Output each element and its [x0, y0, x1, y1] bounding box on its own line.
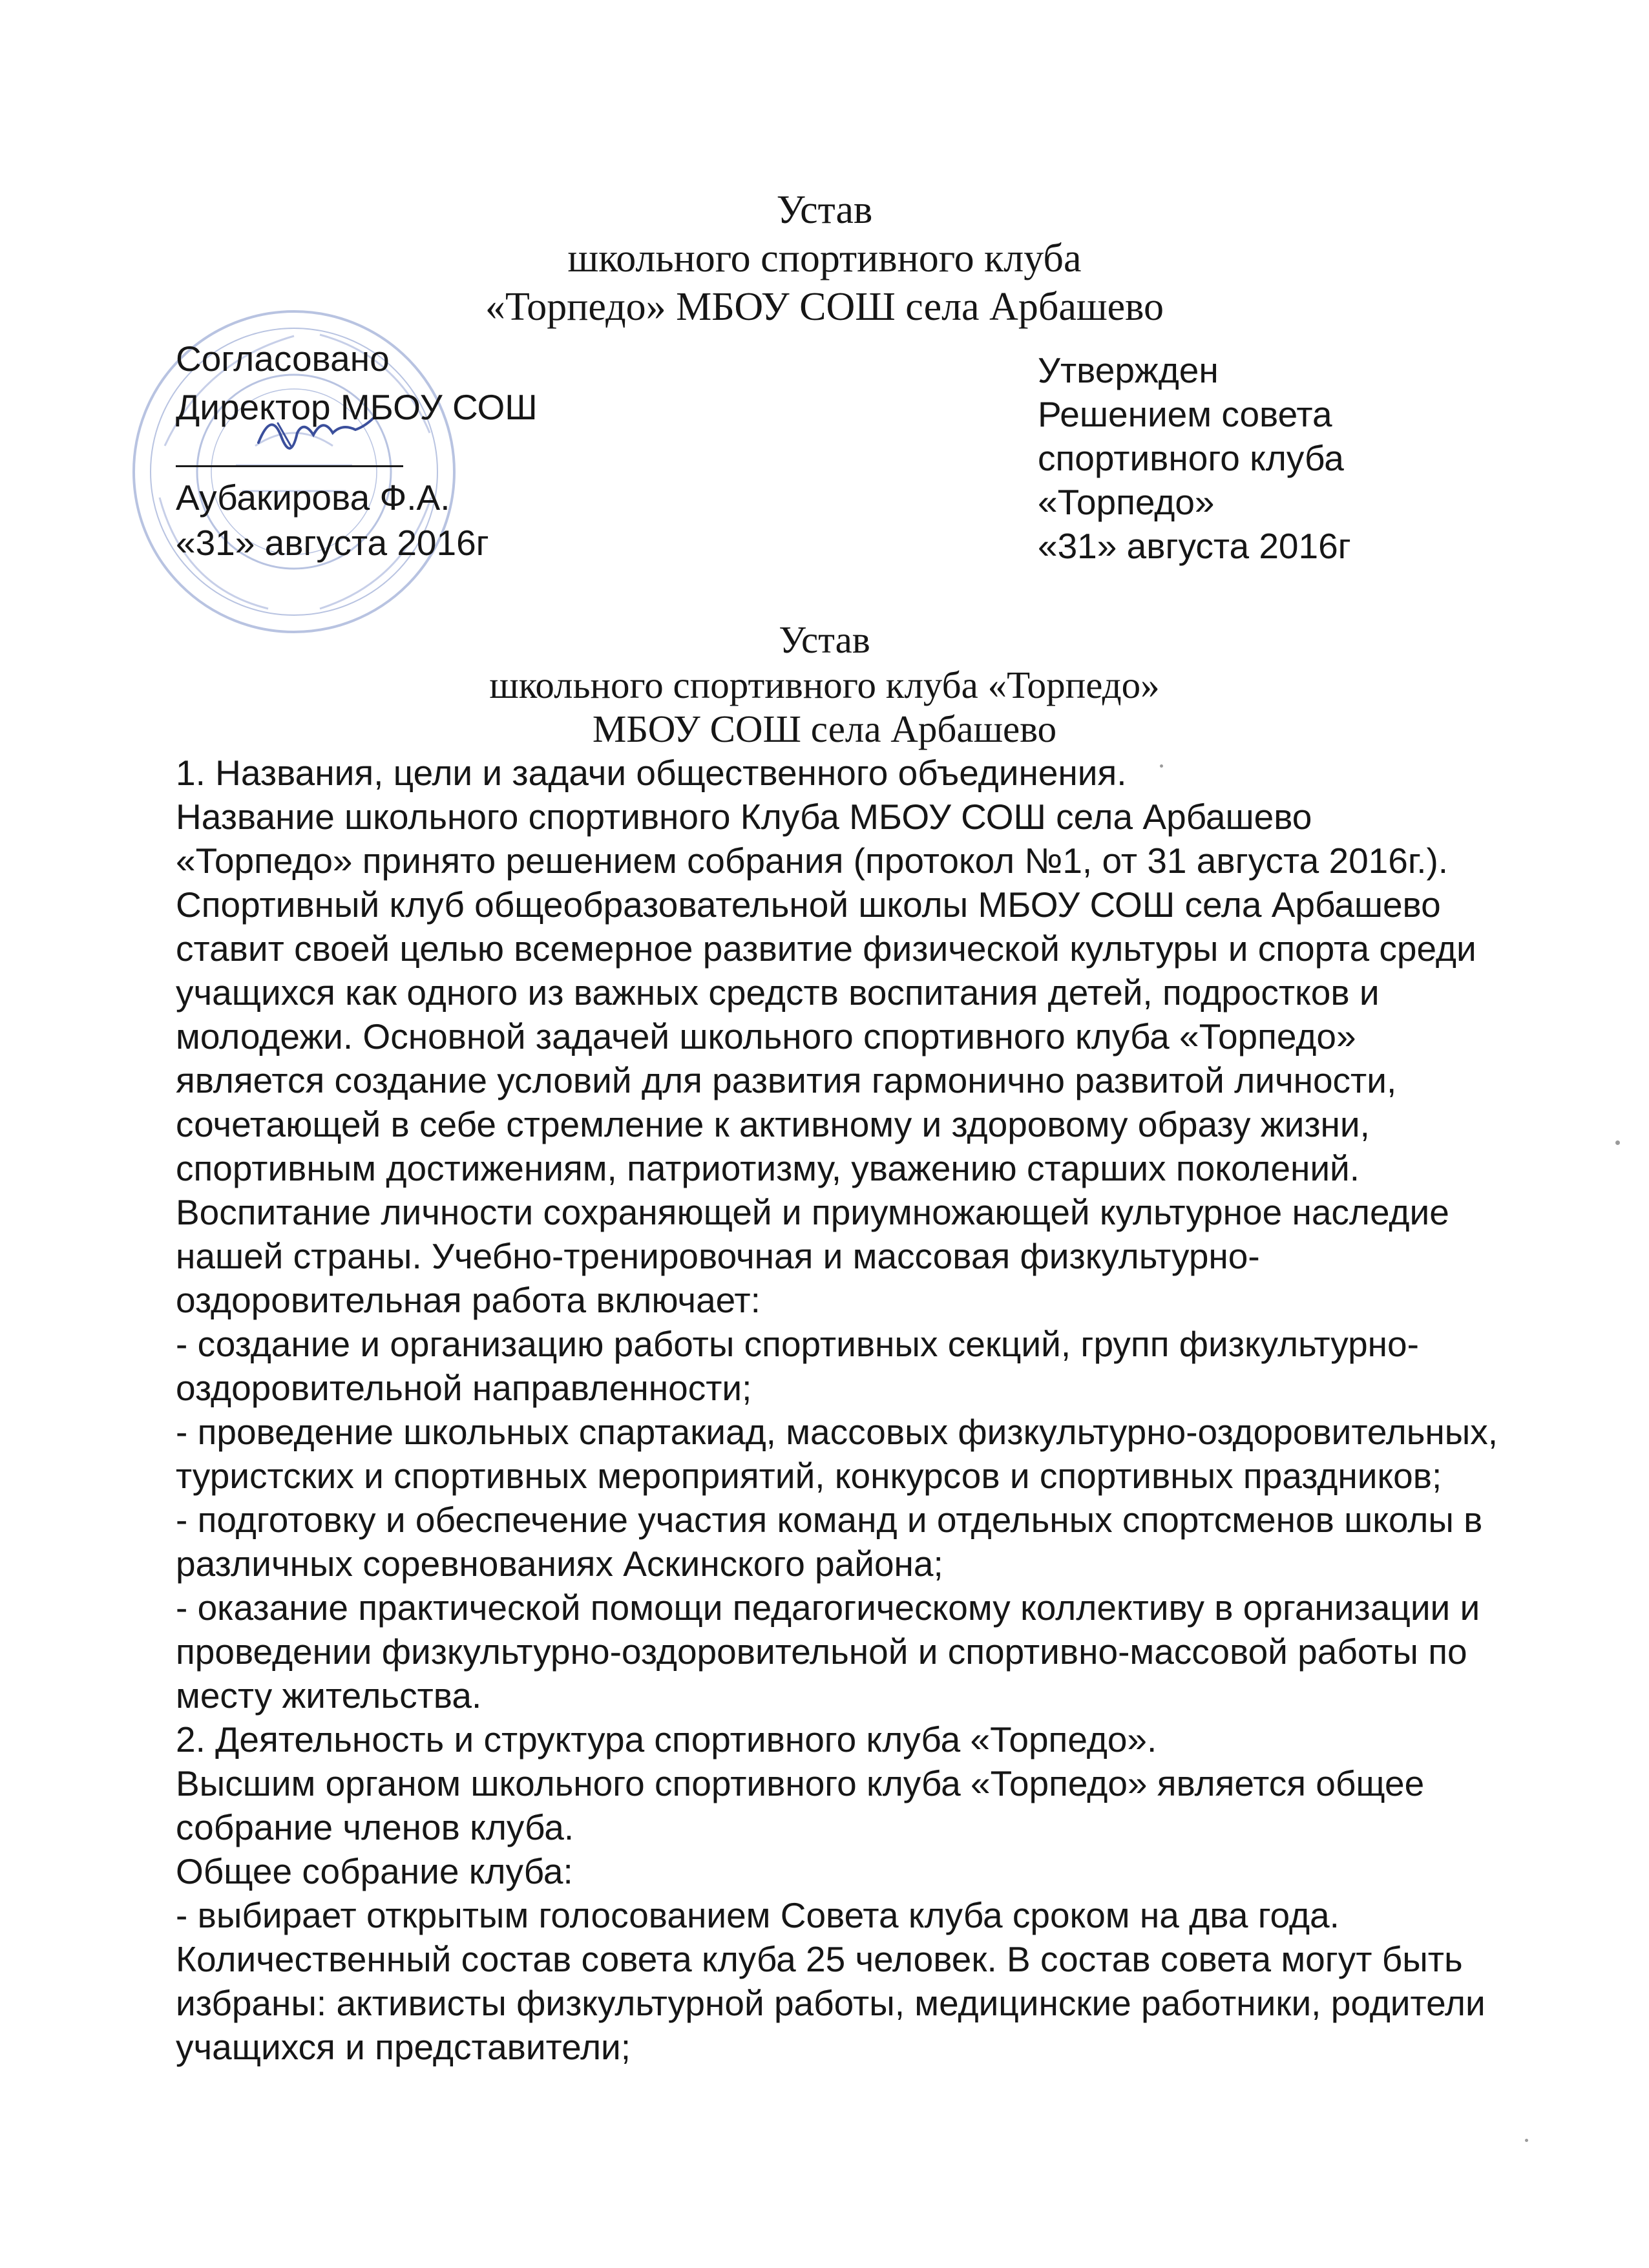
body-line: Общее собрание клуба: [176, 1851, 573, 1891]
body-line: спортивным достижениям, патриотизму, уважению старших поколений. [176, 1148, 1360, 1188]
body-line: собрание членов клуба. [176, 1807, 574, 1847]
body-line: молодежи. Основной задачей школьного спортивного клуба «Торпедо» [176, 1016, 1356, 1056]
subtitle-line-3: МБОУ СОШ села Арбашево [592, 708, 1057, 750]
scan-speck [1615, 1140, 1620, 1145]
subtitle-line-1: Устав [779, 618, 870, 661]
body-line: Воспитание личности сохраняющей и приумножающей культурное наследие [176, 1192, 1449, 1232]
list-item: - оказание практической помощи педагогическому коллективу в организации и [176, 1588, 1480, 1628]
body-line: Количественный состав совета клуба 25 человек. В состав совета могут быть [176, 1939, 1463, 1979]
section-1-heading: 1. Названия, цели и задачи общественного объединения. [176, 753, 1127, 793]
scan-speck [1525, 2139, 1528, 2142]
body-line: является создание условий для развития гармонично развитой личности, [176, 1060, 1397, 1100]
list-item: различных соревнованиях Аскинского района; [176, 1544, 943, 1584]
body-line: нашей страны. Учебно-тренировочная и массовая физкультурно- [176, 1236, 1260, 1276]
body-line: оздоровительная работа включает: [176, 1280, 761, 1320]
approval-right-approved: Утвержден [1038, 350, 1219, 390]
approval-left-name: Аубакирова Ф.А. [176, 478, 450, 518]
list-item: - подготовку и обеспечение участия команд и отдельных спортсменов школы в [176, 1500, 1483, 1540]
section-2-heading: 2. Деятельность и структура спортивного клуба «Торпедо». [176, 1719, 1157, 1759]
header-title-line-3: «Торпедо» МБОУ СОШ села Арбашево [485, 285, 1164, 329]
signature-line [176, 465, 403, 467]
body-line: Высшим органом школьного спортивного клуба «Торпедо» является общее [176, 1763, 1425, 1803]
list-item: месту жительства. [176, 1675, 482, 1716]
scan-speck [1160, 764, 1163, 768]
body-line: Спортивный клуб общеобразовательной школы МБОУ СОШ села Арбашево [176, 885, 1441, 925]
body-line: Название школьного спортивного Клуба МБОУ СОШ села Арбашево [176, 797, 1312, 837]
approval-right-club-name: «Торпедо» [1038, 482, 1215, 522]
approval-right-date: «31» августа 2016г [1038, 526, 1351, 566]
body-line: учащихся и представители; [176, 2027, 631, 2067]
body-line: избраны: активисты физкультурной работы, медицинские работники, родители [176, 1983, 1486, 2023]
list-item: - создание и организацию работы спортивных секций, групп физкультурно- [176, 1324, 1419, 1364]
approval-right-decision: Решением совета [1038, 394, 1332, 434]
subtitle-line-2: школьного спортивного клуба «Торпедо» [489, 664, 1160, 706]
body-line: «Торпедо» принято решением собрания (протокол №1, от 31 августа 2016г.). [176, 841, 1449, 881]
list-item: - выбирает открытым голосованием Совета клуба сроком на два года. [176, 1895, 1339, 1935]
list-item: туристских и спортивных мероприятий, конкурсов и спортивных праздников; [176, 1456, 1442, 1496]
approval-left-agreed: Согласовано [176, 339, 390, 379]
list-item: - проведение школьных спартакиад, массовых физкультурно-оздоровительных, [176, 1412, 1498, 1452]
approval-left-position: Директор МБОУ СОШ [176, 387, 538, 427]
approval-right-club: спортивного клуба [1038, 438, 1344, 478]
list-item: проведении физкультурно-оздоровительной и спортивно-массовой работы по [176, 1632, 1467, 1672]
list-item: оздоровительной направленности; [176, 1368, 752, 1408]
header-title-line-2: школьного спортивного клуба [567, 236, 1082, 280]
body-line: учащихся как одного из важных средств воспитания детей, подростков и [176, 972, 1380, 1013]
approval-left-date: «31» августа 2016г [176, 523, 489, 563]
header-title-line-1: Устав [776, 188, 873, 232]
body-line: сочетающей в себе стремление к активному и здоровому образу жизни, [176, 1104, 1370, 1144]
body-line: ставит своей целью всемерное развитие физической культуры и спорта среди [176, 929, 1476, 969]
